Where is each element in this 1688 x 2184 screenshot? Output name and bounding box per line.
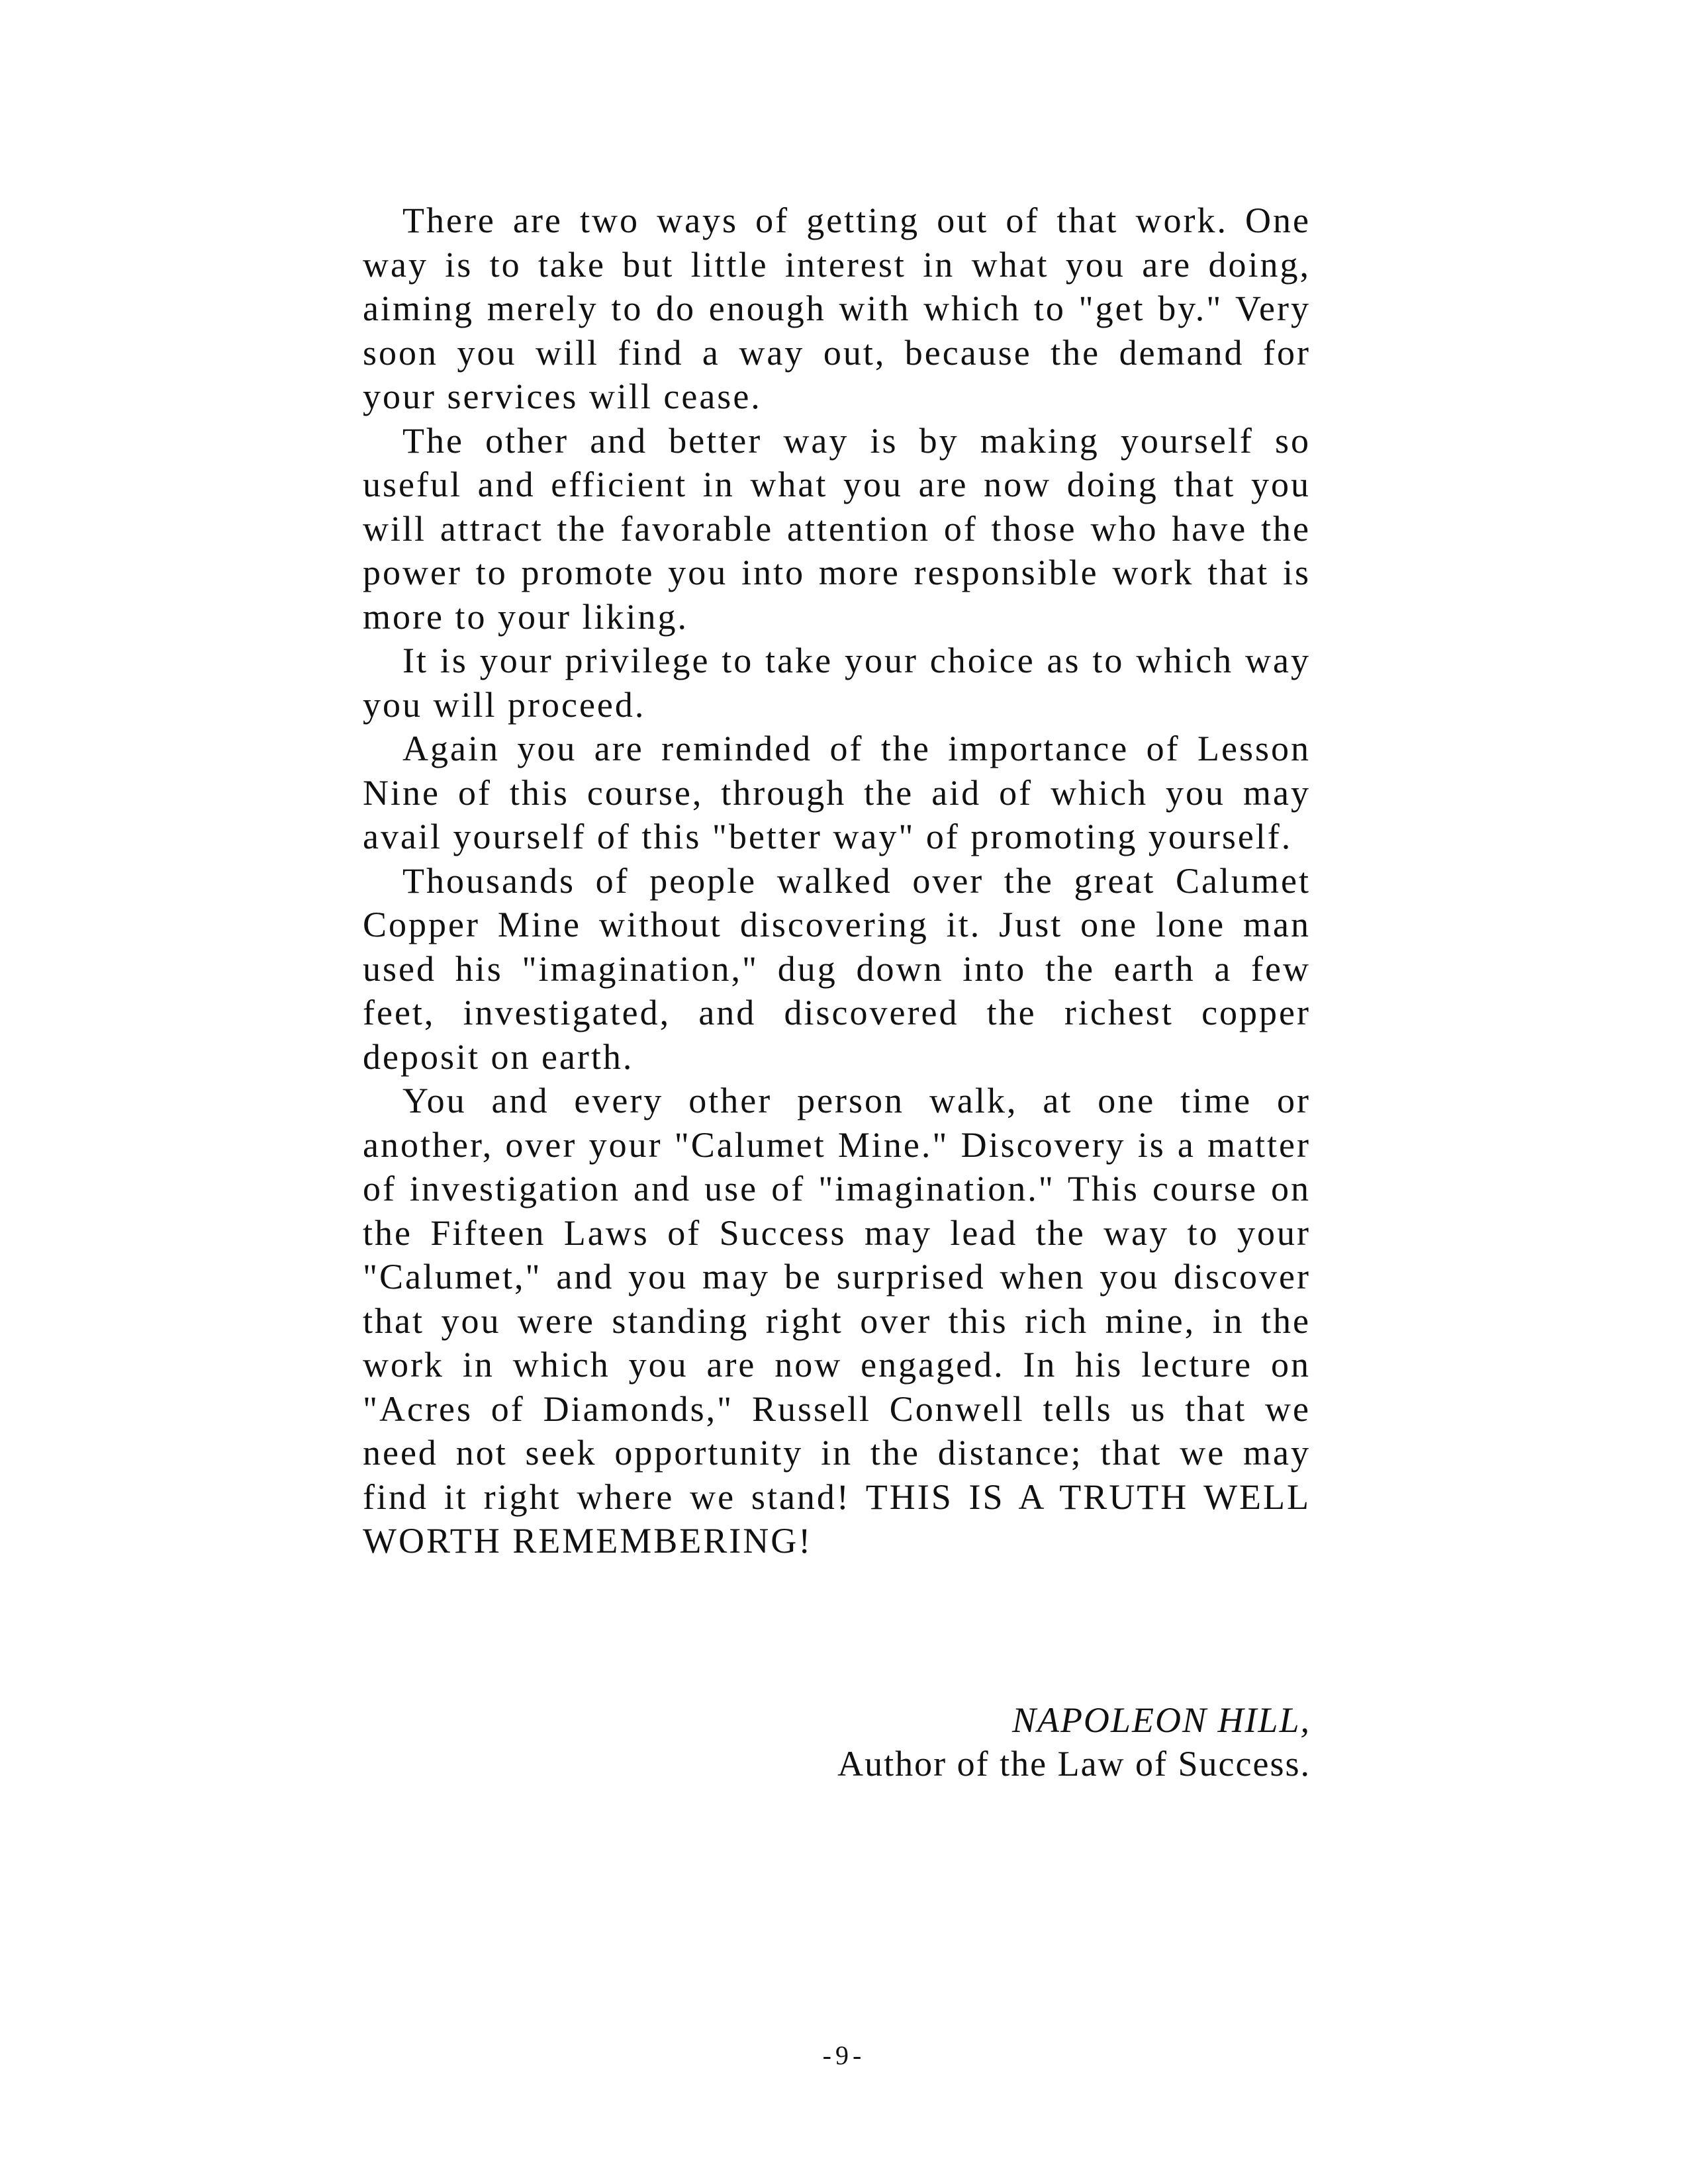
signature-name: NAPOLEON HILL, [1011,1700,1311,1740]
signature-title: Author of the Law of Success. [837,1744,1311,1784]
page-number: -9- [822,2040,866,2070]
paragraph: Again you are reminded of the importance of Lesson Nine of this course, through the aid of which you may avail yourself of this "better way" of promoting yourself. [363,729,1311,856]
signature-block [837,1698,1311,1786]
paragraph: Thousands of people walked over the great Calumet Copper Mine without discovering it. Just one lone man used his "imagination," dug down into the earth a few feet, investigated, and discovered the richest copper deposit on earth. [363,860,1311,1077]
paragraph: You and every other person walk, at one time or another, over your "Calumet Mine." Discovery is a matter of investigation and use of "imagination." This course on the Fifteen Laws of Success may lead the way to your "Calumet," and you may be surprised when you discover that you were standing right over this rich mine, in the work in which you are now engaged. In his lecture on "Acres of Diamonds," Russell Conwell tells us that we need not seek opportunity in the distance; that we may find it right where we stand! THIS IS A TRUTH WELL WORTH REMEMBERING! [363,1081,1311,1561]
body-text [363,199,1311,1563]
paragraph: It is your privilege to take your choice as to which way you will proceed. [363,641,1311,725]
paragraph: There are two ways of getting out of that work. One way is to take but little interest in what you are doing, aiming merely to do enough with which to "get by." Very soon you will find a way out, because the demand for your services will cease. [363,201,1311,416]
paragraph: The other and better way is by making yourself so useful and efficient in what you are now doing that you will attract the favorable attention of those who have the power to promote you into more responsible work that is more to your liking. [363,420,1311,637]
